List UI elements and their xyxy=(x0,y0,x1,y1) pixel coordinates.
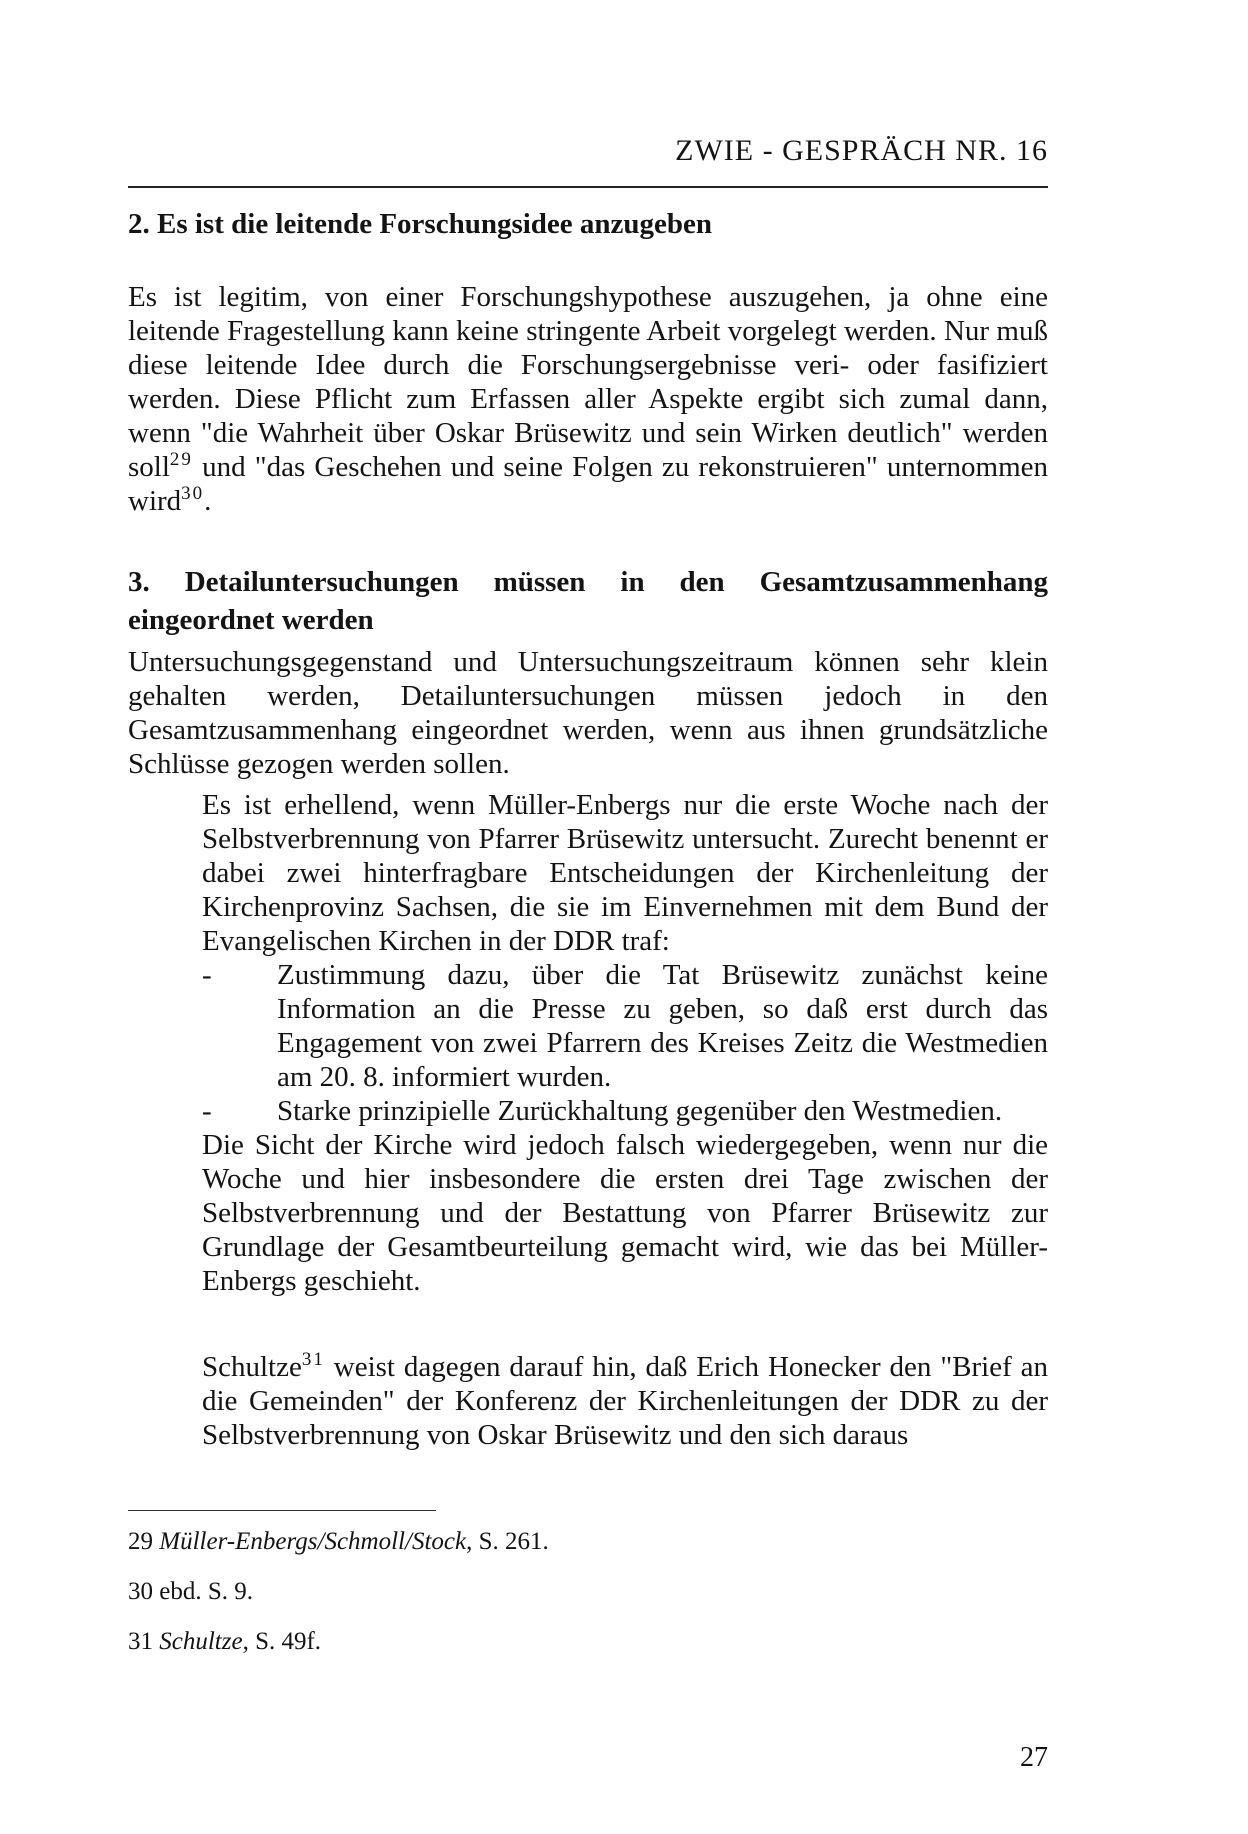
schultze-paragraph xyxy=(202,1350,1048,1452)
list-item-text: Starke prinzipielle Zurückhaltung gegenüber den Westmedien. xyxy=(277,1095,1003,1127)
schultze-name: Schultze xyxy=(202,1351,302,1383)
footnote-number: 29 xyxy=(128,1528,160,1555)
footnote-ref-30[interactable]: 30 xyxy=(181,483,205,504)
section-2-text-a: Es ist legitim, von einer Forschungshypothese auszugehen, ja ohne eine leitende Fragestellung kann keine stringente Arbeit vorgelegt werden. Nur muß diese leitende Idee durch die Forschungsergebnisse veri- oder fasifiziert werden. Diese Pflicht zum Erfassen aller Aspekte ergibt sich zumal dann, wenn "die Wahrheit über Oskar Brüsewitz und sein Wirken deutlich" werden soll xyxy=(128,281,1048,483)
schultze-text: weist dagegen darauf hin, daß Erich Honecker den "Brief an die Gemeinden" der Konferenz der Kirchenleitungen der DDR zu der Selbstverbrennung von Oskar Brüsewitz und den sich daraus xyxy=(202,1351,1048,1451)
footnote-number: 30 xyxy=(128,1578,160,1605)
quote-rest: Die Sicht der Kirche wird jedoch falsch wiedergegeben, wenn nur die Woche und hier insbesondere die ersten drei Tage zwischen der Selbstverbrennung und der Bestattung von Pfarrer Brüsewitz zur Grundlage der Gesamtbeurteilung gemacht wird, wie das bei Müller-Enbergs geschieht. xyxy=(202,1129,1048,1297)
footnote-30 xyxy=(128,1578,253,1606)
footnote-rest: ebd. S. 9. xyxy=(159,1578,253,1605)
footnote-31 xyxy=(128,1628,321,1656)
running-header: ZWIE - GESPRÄCH NR. 16 xyxy=(675,134,1048,167)
footnote-rule xyxy=(128,1510,436,1511)
dash-marker: - xyxy=(202,959,212,991)
section-2-text-c: . xyxy=(204,485,212,517)
list-item xyxy=(202,958,1048,1094)
footnote-ref-31[interactable]: 31 xyxy=(301,1349,325,1370)
section-2-heading: 2. Es ist die leitende Forschungsidee anzugeben xyxy=(128,208,713,240)
footnote-rest: , S. 49f. xyxy=(242,1628,322,1655)
page-number: 27 xyxy=(1020,1742,1048,1773)
footnote-source: Schultze xyxy=(159,1628,243,1655)
section-3-heading: 3. Detailuntersuchungen müssen in den Gesamtzusammenhang eingeordnet werden xyxy=(128,566,1048,636)
quote-intro: Es ist erhellend, wenn Müller-Enbergs nur die erste Woche nach der Selbstverbrennung von Pfarrer Brüsewitz untersucht. Zurecht benennt er dabei zwei hinterfragbare Entscheidungen der Kirchenleitung der Kirchenprovinz Sachsen, die sie im Einvernehmen mit dem Bund der Evangelischen Kirchen in der DDR traf: xyxy=(202,789,1048,957)
footnote-ref-29[interactable]: 29 xyxy=(169,449,193,470)
list-item xyxy=(202,1094,1048,1128)
footnote-rest: , S. 261. xyxy=(466,1528,549,1555)
list-item-text: Zustimmung dazu, über die Tat Brüsewitz zunächst keine Information an die Presse zu geben, so daß erst durch das Engagement von zwei Pfarrern des Kreises Zeitz die Westmedien am 20. 8. informiert wurden. xyxy=(277,959,1048,1093)
footnote-source: Müller-Enbergs/Schmoll/Stock xyxy=(159,1528,467,1555)
section-3-intro: Untersuchungsgegenstand und Untersuchungszeitraum können sehr klein gehalten werden, Detailuntersuchungen müssen jedoch in den Gesamtzusammenhang eingeordnet werden, wenn aus ihnen grundsätzliche Schlüsse gezogen werden sollen. xyxy=(128,646,1048,780)
section-2-text-b: und "das Geschehen und seine Folgen zu rekonstruieren" unternommen wird xyxy=(128,451,1048,517)
footnote-29 xyxy=(128,1528,549,1556)
footnote-number: 31 xyxy=(128,1628,160,1655)
section-2-paragraph xyxy=(128,280,1048,518)
dash-marker: - xyxy=(202,1095,212,1127)
indented-quote-block xyxy=(202,788,1048,1298)
header-rule xyxy=(128,186,1048,188)
